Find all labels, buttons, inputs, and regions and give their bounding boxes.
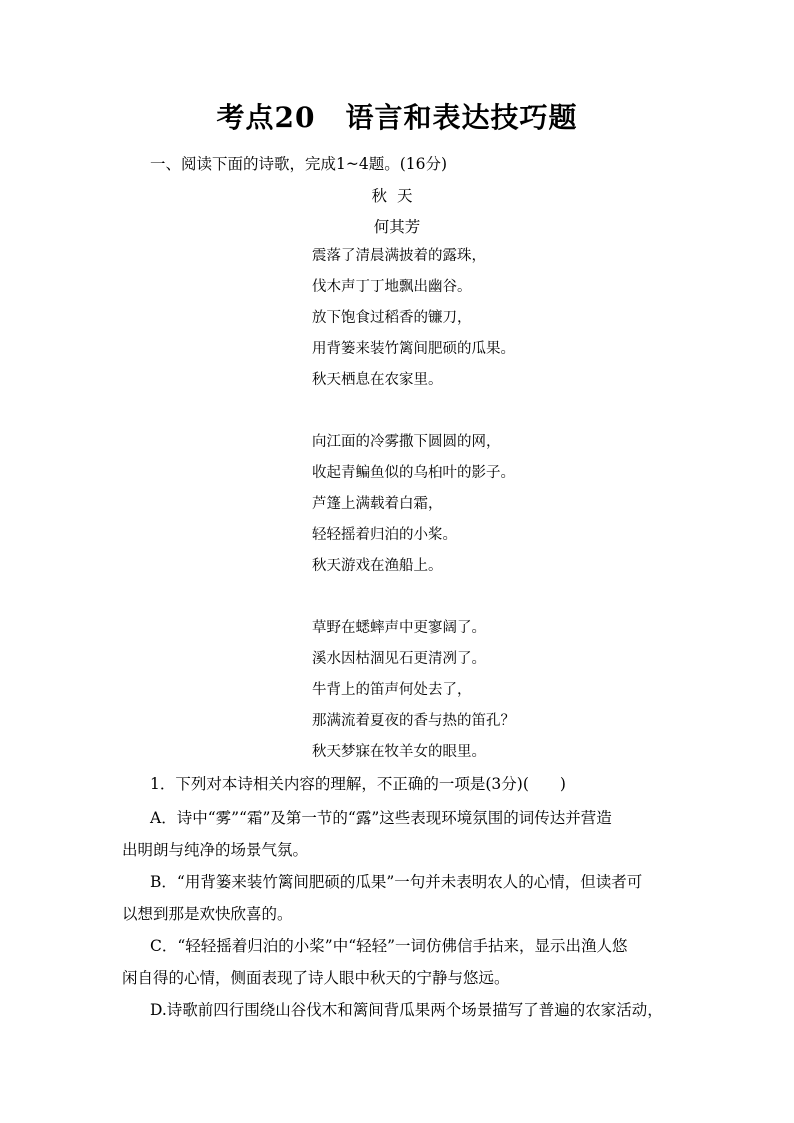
- poem-line: 收起青鳊鱼似的乌桕叶的影子。: [312, 465, 515, 481]
- poem-line: 秋天梦寐在牧羊女的眼里。: [312, 744, 486, 760]
- poem-line: 震落了清晨满披着的露珠，: [312, 248, 486, 264]
- option-c-line-2: 闲自得的心情，侧面表现了诗人眼中秋天的宁静与悠远。: [122, 969, 510, 987]
- page-title: [0, 96, 794, 136]
- option-a-line-1: A．诗中“雾”“霜”及第一节的“露”这些表现环境氛围的词传达并营造: [150, 809, 612, 827]
- stanza-break: [312, 396, 515, 427]
- poem-line: 用背篓来装竹篱间肥硕的瓜果。: [312, 341, 515, 357]
- poem-line: 溪水因枯涸见石更清冽了。: [312, 651, 486, 667]
- section-instruction: 一、阅读下面的诗歌，完成1~4题。(16分): [150, 155, 448, 173]
- poem-line: 伐木声丁丁地飘出幽谷。: [312, 279, 472, 295]
- poem-body: [312, 241, 515, 768]
- poem-author: 何其芳: [373, 218, 421, 236]
- title-topic-name: 语言和表达技巧题: [345, 101, 578, 134]
- question-1-stem: 1．下列对本诗相关内容的理解，不正确的一项是(3分)( ): [150, 775, 566, 793]
- option-b-line-2: 以想到那是欢快欣喜的。: [122, 905, 293, 923]
- poem-line: 向江面的冷雾撒下圆圆的网，: [312, 434, 501, 450]
- poem-line: 秋天栖息在农家里。: [312, 372, 443, 388]
- title-topic-number: 考点20: [216, 101, 316, 134]
- poem-line: 轻轻摇着归泊的小桨。: [312, 527, 457, 543]
- option-c-line-1: C．“轻轻摇着归泊的小桨”中“轻轻”一词仿佛信手拈来，显示出渔人悠: [150, 937, 628, 955]
- poem-line: 放下饱食过稻香的镰刀，: [312, 310, 472, 326]
- poem-title: 秋天: [371, 187, 423, 205]
- option-b-line-1: B．“用背篓来装竹篱间肥硕的瓜果”一句并未表明农人的心情，但读者可: [150, 873, 643, 891]
- stanza-break: [312, 582, 515, 613]
- option-d-line-1: D.诗歌前四行围绕山谷伐木和篱间背瓜果两个场景描写了普遍的农家活动，: [150, 1001, 663, 1019]
- option-a-line-2: 出明朗与纯净的场景气氛。: [122, 841, 309, 859]
- poem-line: 芦篷上满载着白霜，: [312, 496, 443, 512]
- poem-line: 那满流着夏夜的香与热的笛孔？: [312, 713, 515, 729]
- poem-line: 草野在蟋蟀声中更寥阔了。: [312, 620, 486, 636]
- poem-line: 牛背上的笛声何处去了，: [312, 682, 472, 698]
- poem-line: 秋天游戏在渔船上。: [312, 558, 443, 574]
